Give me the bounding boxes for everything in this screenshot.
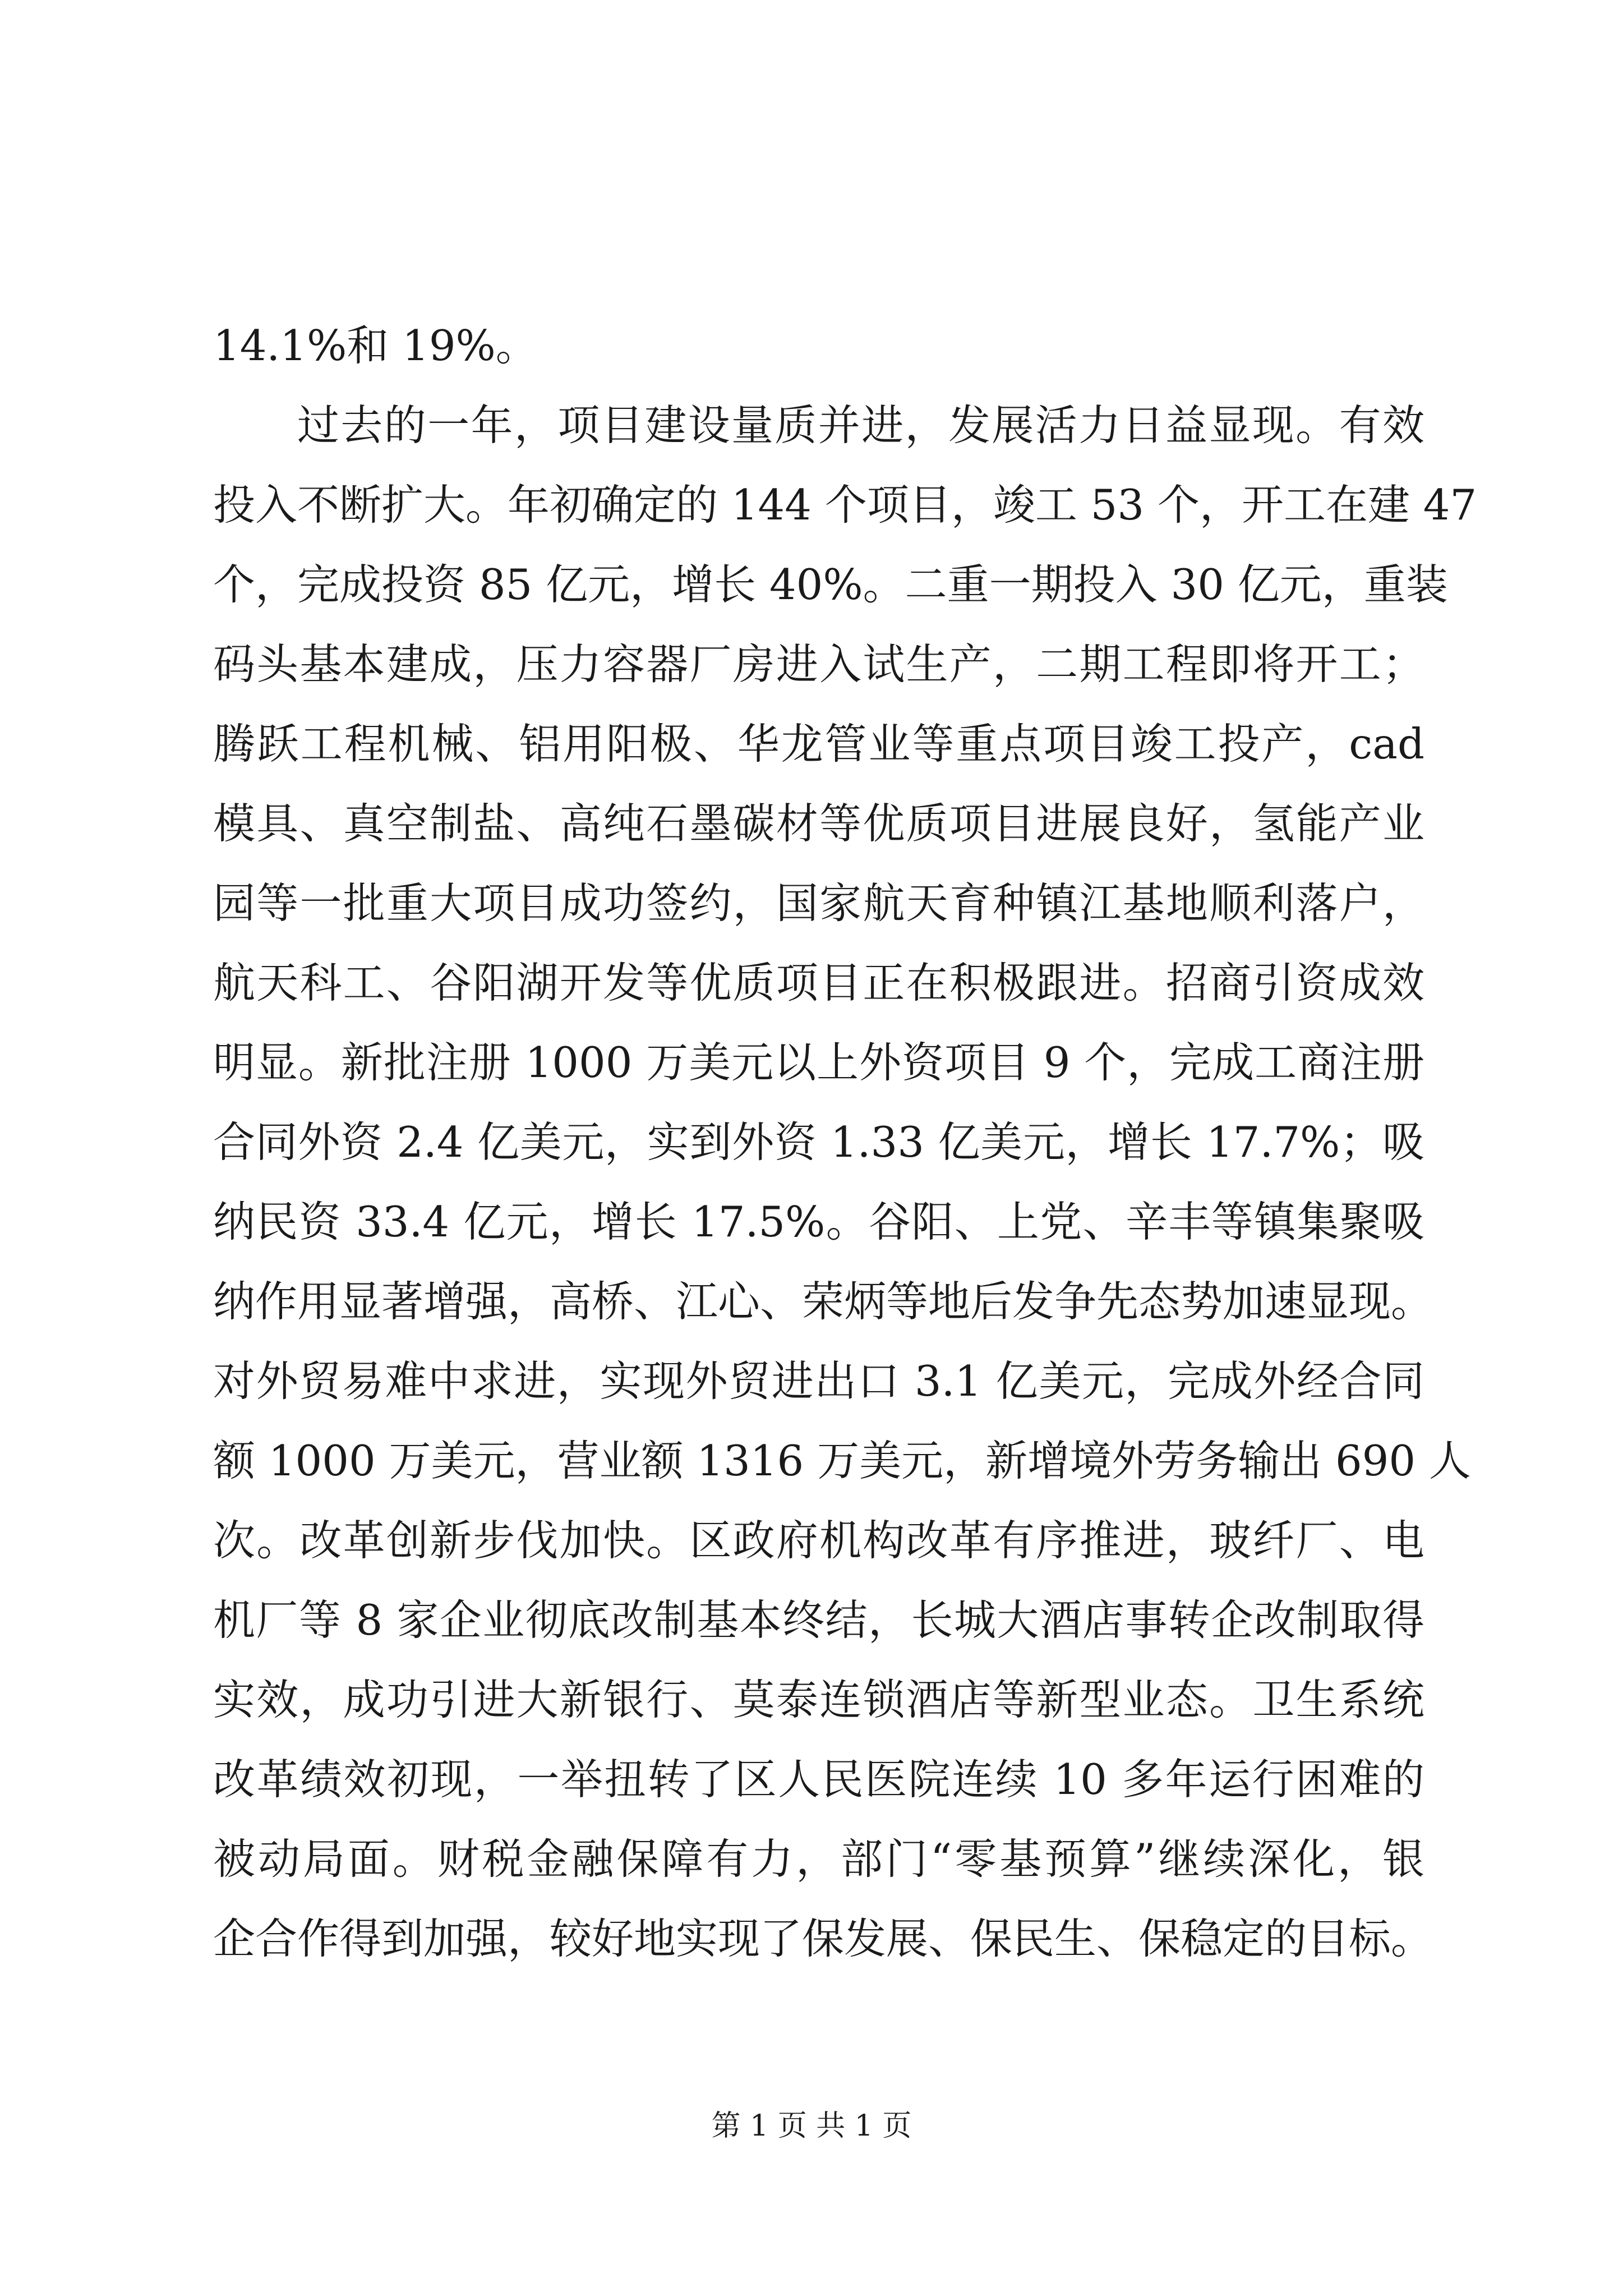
paragraph-line: 机厂等 8 家企业彻底改制基本终结，长城大酒店事转企改制取得 <box>213 1595 1424 1645</box>
paragraph-line: 合同外资 2.4 亿美元，实到外资 1.33 亿美元，增长 17.7%；吸 <box>213 1117 1424 1167</box>
paragraph-line: 实效，成功引进大新银行、莫泰连锁酒店等新型业态。卫生系统 <box>213 1675 1424 1724</box>
page-footer: 第 1 页 共 1 页 <box>711 2109 912 2143</box>
paragraph-line: 明显。新批注册 1000 万美元以上外资项目 9 个，完成工商注册 <box>213 1038 1424 1087</box>
paragraph-line: 对外贸易难中求进，实现外贸进出口 3.1 亿美元，完成外经合同 <box>213 1356 1424 1406</box>
paragraph-line: 企合作得到加强，较好地实现了保发展、保民生、保稳定的目标。 <box>213 1914 1433 1963</box>
paragraph-line: 改革绩效初现，一举扭转了区人民医院连续 10 多年运行困难的 <box>213 1755 1424 1804</box>
paragraph <box>213 385 1477 1978</box>
paragraph-line: 航天科工、谷阳湖开发等优质项目正在积极跟进。招商引资成效 <box>213 958 1424 1007</box>
paragraph-line: 园等一批重大项目成功签约，国家航天育种镇江基地顺利落户， <box>213 878 1424 928</box>
paragraph-line: 纳作用显著增强，高桥、江心、荣炳等地后发争先态势加速显现。 <box>213 1277 1433 1326</box>
paragraph-line: 次。改革创新步伐加快。区政府机构改革有序推进，玻纤厂、电 <box>213 1516 1424 1565</box>
paragraph-line: 模具、真空制盐、高纯石墨碳材等优质项目进展良好，氢能产业 <box>213 799 1424 848</box>
continued-line: 14.1%和 19%。 <box>213 321 538 370</box>
paragraph-line: 过去的一年，项目建设量质并进，发展活力日益显现。有效 <box>297 401 1424 450</box>
paragraph-line: 纳民资 33.4 亿元，增长 17.5%。谷阳、上党、辛丰等镇集聚吸 <box>213 1197 1424 1246</box>
paragraph-line: 腾跃工程机械、铝用阳极、华龙管业等重点项目竣工投产，cad <box>213 719 1424 769</box>
paragraph-line: 被动局面。财税金融保障有力，部门“零基预算”继续深化，银 <box>213 1834 1424 1884</box>
body-text <box>213 306 1477 1978</box>
paragraph-line: 额 1000 万美元，营业额 1316 万美元，新增境外劳务输出 690 人 <box>213 1436 1471 1485</box>
paragraph-line: 个，完成投资 85 亿元，增长 40%。二重一期投入 30 亿元，重装 <box>213 560 1448 609</box>
paragraph-line: 码头基本建成，压力容器厂房进入试生产，二期工程即将开工； <box>213 639 1424 689</box>
paragraph-line: 投入不断扩大。年初确定的 144 个项目，竣工 53 个，开工在建 47 <box>213 480 1477 530</box>
